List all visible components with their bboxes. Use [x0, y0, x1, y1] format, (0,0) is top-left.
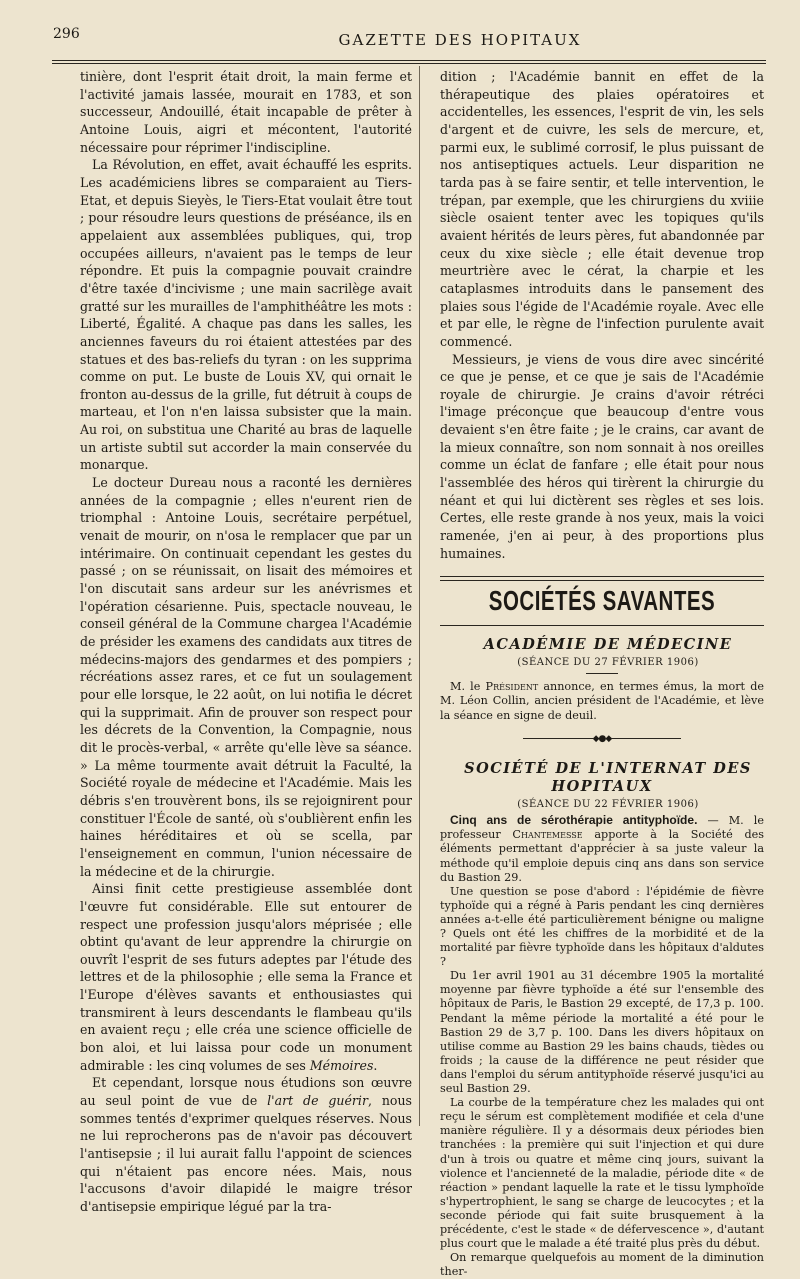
academie-title: ACADÉMIE DE MÉDECINE — [483, 636, 733, 654]
academie-body — [440, 680, 764, 722]
section-rule — [440, 576, 764, 581]
paragraph: tinière, dont l'esprit était droit, la main ferme et l'activité jamais lassée, mourait en 1783, et son successeur, Andouillé, était incapable de prêter à Antoine Louis, aigri et mécontent, l'autorité nécessaire pour réprimer l'indiscipline. — [80, 69, 412, 155]
section-title: SOCIÉTÉS SAVANTES — [488, 586, 716, 618]
short-rule — [586, 673, 618, 674]
paragraph: On remarque quelquefois au moment de la diminution ther- — [440, 1251, 764, 1279]
internat-title: SOCIÉTÉ DE L'INTERNAT DES HOPITAUX — [464, 760, 752, 795]
paragraph: Le docteur Dureau nous a raconté les dernières années de la compagnie ; elles n'eurent rien de triomphal : Antoine Louis, secrétaire perpétuel, venait de mourir, on n'osa le remplacer que par un intérimaire. On continuait cependant les gestes du passé ; on se réunissait, on lisait des mémoires et l'on discutait sans ardeur sur les anévrismes et l'opération césarienne. Puis, spectacle nouveau, le conseil général de la Commune chargea l'Académie de présider les examens des candidats aux titres de médecins-majors des gendarmes et des pompiers ; récréations assez rares, et ce fut un soulagement pour elle lorsque, le 22 août, on lui notifia le décret qui la supprimait. Afin de prouver son respect pour les décrets de la Convention, la Compagnie, nous dit le procès-verbal, « arrête qu'elle lève sa séance. » La même tourmente avait détruit la Faculté, la Société royale de médecine et l'Académie. Mais les débris s'en trouvèrent bons, ils se rejoignirent pour constituer l'École de santé, où s'oublièrent enfin les haines héréditaires et où se scella, par l'enseignement en commun, l'union nécessaire de la médecine et de la chirurgie. — [80, 475, 412, 879]
section-rule — [440, 625, 764, 626]
running-head: GAZETTE DES HOPITAUX — [338, 31, 582, 49]
column-divider — [419, 66, 420, 1126]
paragraph: Du 1er avril 1901 au 31 décembre 1905 la mortalité moyenne par fièvre typhoïde a été sur l'ensemble des hôpitaux de Paris, le Bastion 29 excepté, de 17,3 p. 100. Pendant la même période la mortalité a été pour le Bastion 29 de 3,7 p. 100. Dans les divers hôpitaux on utilise comme au Bastion 29 les bains chauds, tièdes ou froids ; la cause de la différence ne peut résider que dans l'emploi du sérum antityphoïde réservé jusqu'ici au seul Bastion 29. — [440, 969, 764, 1096]
ornament-divider: ◆●◆ — [440, 731, 764, 749]
left-column — [80, 68, 412, 1216]
paragraph: M. le Président annonce, en termes émus, la mort de M. Léon Collin, ancien président de l'Académie, et lève la séance en signe de deuil. — [440, 680, 764, 722]
paragraph: La courbe de la température chez les malades qui ont reçu le sérum est complètement modifiée et cela d'une manière régulière. Il y a désormais deux périodes bien tranchées : la première qui suit l'injection et qui dure d'un à trois ou quatre et même cinq jours, suivant la violence et l'ancienneté de la maladie, période dite « de réaction » pendant laquelle la rate et le tissu lymphoïde s'hypertrophient, le sang se charge de leucocytes ; et la seconde période qui fait suite brusquement à la précédente, c'est le stade « de défervescence », d'autant plus court que le malade a été traité plus près du début. — [440, 1096, 764, 1251]
right-column — [440, 68, 764, 1279]
page-number: 296 — [53, 26, 80, 42]
paragraph: Ainsi finit cette prestigieuse assemblée dont l'œuvre fut considérable. Elle sut entourer de respect une profession jusqu'alors méprisée ; elle obtint qu'avant de leur apprendre la chirurgie on ouvrît l'esprit de ses futurs adeptes par l'étude des lettres et de la philosophie ; elle sema la France et l'Europe d'élèves savants et enthousiastes qui transmirent à leurs descendants le flambeau qu'ils en avaient reçu ; elle créa une science officielle de bon aloi, et lui laissa pour code un monument admirable : les cinq volumes de ses Mémoires. — [80, 881, 412, 1073]
internat-seance: (SÉANCE DU 22 FÉVRIER 1906) — [517, 798, 699, 810]
paragraph: Cinq ans de sérothérapie antityphoïde. — M. le professeur Chantemesse apporte à la Société des éléments permettant d'apprécier à sa juste valeur la méthode qu'il emploie depuis cinq ans dans son service du Bastion 29. — [440, 813, 764, 884]
academie-seance: (SÉANCE DU 27 FÉVRIER 1906) — [517, 656, 699, 668]
paragraph: Et cependant, lorsque nous étudions son œuvre au seul point de vue de l'art de guérir, nous sommes tentés d'exprimer quelques réserves. Nous ne lui reprocherons pas de n'avoir pas découvert l'antisepsie ; il lui aurait fallu l'appoint de sciences qui n'étaient pas encore nées. Mais, nous l'accusons d'avoir dilapidé le maigre trésor d'antisepsie empirique légué par la tra- — [80, 1075, 412, 1214]
paragraph: Messieurs, je viens de vous dire avec sincérité ce que je pense, et ce que je sais de l'Académie royale de chirurgie. Je crains d'avoir rétréci l'image préconçue que beaucoup d'entre vous devaient s'en être faite ; je le crains, car avant de la mieux connaître, son nom sonnait à nos oreilles comme un éclat de fanfare ; elle était pour nous l'assemblée des héros qui tirèrent la chirurgie du néant et qui lui dictèrent ses règles et ses lois. Certes, elle reste grande à nos yeux, mais la voici ramenée, j'en ai peur, à des proportions plus humaines. — [440, 351, 764, 561]
internat-body — [440, 813, 764, 1279]
paragraph: dition ; l'Académie bannit en effet de la thérapeutique des plaies opératoires et accidentelles, les essences, l'esprit de vin, les sels d'argent et de cuivre, les sels de mercure, et, parmi eux, le sublimé corrosif, le plus puissant de nos antiseptiques actuels. Leur disparition ne tarda pas à se faire sentir, et telle intervention, le trépan, par exemple, que les chirurgiens du xviiie siècle osaient tenter avec les topiques qu'ils avaient hérités de leurs pères, fut abandonnée par ceux du xixe siècle ; elle était devenue trop meurtrière avec le cérat, la charpie et les cataplasmes introduits dans le pansement des plaies sous l'égide de l'Académie royale. Avec elle et par elle, le règne de l'infection purulente avait commencé. — [440, 69, 764, 349]
header-rule — [52, 60, 766, 64]
article-title: Cinq ans de sérothérapie antityphoïde. — [450, 813, 698, 828]
paragraph: La Révolution, en effet, avait échauffé les esprits. Les académiciens libres se comparaient au Tiers-Etat, et depuis Sieyès, le Tiers-Etat voulait être tout ; pour résoudre leurs questions de préséance, ils en appelaient aux assemblées publiques, qui, trop occupées ailleurs, n'avaient pas le temps de leur répondre. Et puis la compagnie pouvait craindre d'être taxée d'incivisme ; une main sacrilège avait gratté sur les murailles de l'amphithéâtre les mots : Liberté, Égalité. A chaque pas dans les salles, les anciennes faveurs du roi étaient attestées par des statues et des bas-reliefs du tyran : on les supprima comme on put. Le buste de Louis XV, qui ornait le fronton au-dessus de la grille, fut détruit à coups de marteau, et l'on n'en laissa subsister que la main. Au roi, on substitua une Charité au bras de laquelle un artiste subtil sut accorder la main conservée du monarque. — [80, 157, 412, 473]
paragraph: Une question se pose d'abord : l'épidémie de fièvre typhoïde qui a régné à Paris pendant les cinq dernières années a-t-elle été particulièrement bénigne ou maligne ? Quels ont été les chiffres de la morbidité et de la mortalité par fièvre typhoïde dans les hôpitaux d'aldutes ? — [440, 884, 764, 969]
